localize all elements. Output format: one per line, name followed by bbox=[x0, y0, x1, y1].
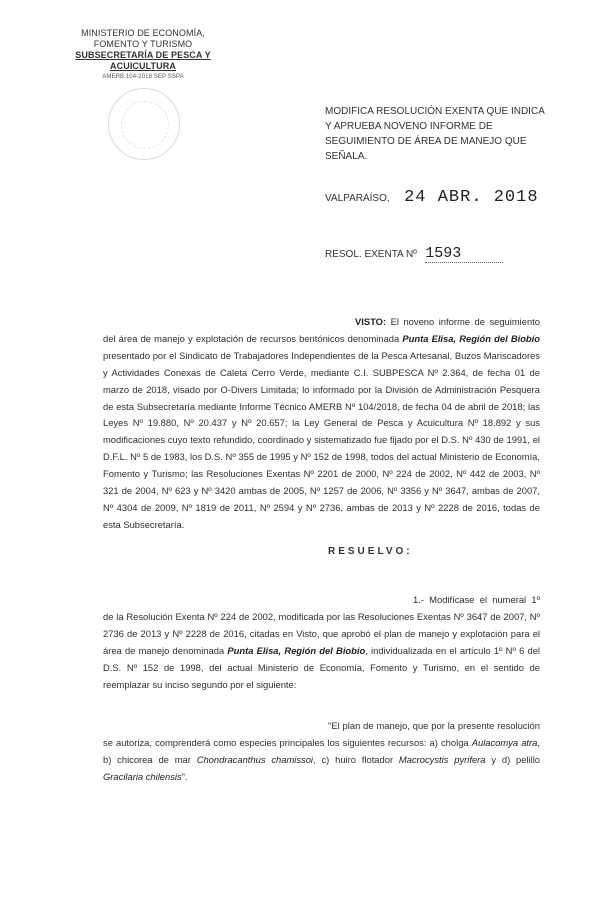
item1-text-1: 1.- Modifícase el numeral 1º de la Resolución Exenta Nº 224 de 2002, modificada por las Resoluciones Exentas Nº 3647 de 2007, Nº 2736 de 2013 y Nº 2228 de 2016, citadas en Visto, que aprobó el plan de manejo y explotación para el área de manejo denominada bbox=[103, 594, 540, 656]
item1-area-name: Punta Elisa, Región del Biobío bbox=[227, 644, 366, 656]
official-stamp-icon bbox=[108, 88, 180, 160]
document-title: MODIFICA RESOLUCIÓN EXENTA QUE INDICA Y APRUEBA NOVENO INFORME DE SEGUIMIENTO DE ÁREA DE MANEJO QUE SEÑALA. bbox=[325, 106, 545, 162]
quote-text-2: , b) chicorea de mar bbox=[103, 736, 540, 765]
quoted-inciso bbox=[103, 718, 540, 786]
resolution-line bbox=[325, 244, 555, 263]
date-value: 24 ABR. 2018 bbox=[404, 188, 539, 207]
visto-text-2: presentado por el Sindicato de Trabajadores Independientes de la Pesca Artesanal, Buzos Mariscadores y Actividades Conexas de Caleta Cerro Verde, mediante C.I. SUBPESCA Nº 2.364, de fecha 01 de marzo de 2018, visado por O-Divers Limitada; lo informado por la División de Administración Pesquera de esta Subsecretaría mediante Informe Técnico AMERB Nº 104/2018, de fecha 04 de abril de 2018; las Leyes Nº 19.880, Nº 20.437 y Nº 20.657; la Ley General de Pesca y Acuicultura Nº 18.892 y sus modificaciones cuyo texto refundido, coordinado y sistematizado fue fijado por el D.S. Nº 430 de 1991, el D.F.L. Nº 5 de 1983, los D.S. Nº 355 de 1995 y Nº 152 de 1998, todos del actual Ministerio de Economía, Fomento y Turismo; las Resoluciones Exentas Nº 2201 de 2000, Nº 224 de 2002, Nº 442 de 2003, Nº 321 de 2004, Nº 623 y Nº 3420 ambas de 2005, Nº 1257 de 2006, Nº 3356 y Nº 3647, ambas de 2007, Nº 4304 de 2009, Nº 1819 de 2011, Nº 2594 y Nº 2736, ambas de 2013 y Nº 2228 de 2016, todas de esta Subsecretaría. bbox=[103, 349, 540, 530]
visto-label: VISTO: bbox=[355, 316, 387, 327]
species-gracilaria: Gracilaria chilensis bbox=[103, 770, 182, 782]
resolution-label: RESOL. EXENTA Nº bbox=[325, 249, 417, 260]
subsecretaria-name: SUBSECRETARÍA DE PESCA Y ACUICULTURA bbox=[75, 50, 211, 71]
visto-area-name: Punta Elisa, Región del Biobío bbox=[402, 332, 540, 344]
species-chondracanthus: Chondracanthus chamissoi bbox=[196, 753, 314, 765]
ministry-name: MINISTERIO DE ECONOMÍA, bbox=[81, 28, 205, 38]
city-label: VALPARAÍSO, bbox=[325, 193, 390, 204]
ministry-header bbox=[48, 28, 238, 83]
visto-text-1: El noveno informe de seguimiento del área de manejo y explotación de recursos bentónicos denominada bbox=[103, 316, 540, 344]
resuelvo-heading: RESUELVO: bbox=[328, 546, 413, 557]
item1-text-2: , individualizada en el artículo 1º Nº 6 del D.S. Nº 152 de 1998, del actual Ministerio de Economía, Fomento y Turismo, en el sentido de reemplazar su inciso segundo por el siguiente: bbox=[103, 644, 540, 690]
species-aulacomya: Aulacomya atra bbox=[471, 736, 538, 748]
resolution-item-1 bbox=[103, 592, 540, 693]
visto-paragraph bbox=[103, 314, 540, 534]
resolution-number: 1593 bbox=[425, 245, 503, 263]
date-line bbox=[325, 188, 555, 207]
quote-text-1: "El plan de manejo, que por la presente resolución se autoriza, comprenderá como especies principales los siguientes recursos: a) cholga bbox=[103, 720, 540, 748]
species-macrocystis: Macrocystis pyrifera bbox=[398, 753, 486, 765]
quote-text-3: , c) huiro flotador bbox=[313, 753, 399, 765]
stamp-inner-ring bbox=[121, 101, 169, 149]
ministry-name-line2: FOMENTO Y TURISMO bbox=[93, 39, 193, 49]
quote-text-5: ". bbox=[181, 770, 188, 782]
quote-text-4: y d) pelillo bbox=[485, 753, 541, 765]
reference-code: AMERB 104-2018 SEP SSPA bbox=[102, 74, 184, 80]
